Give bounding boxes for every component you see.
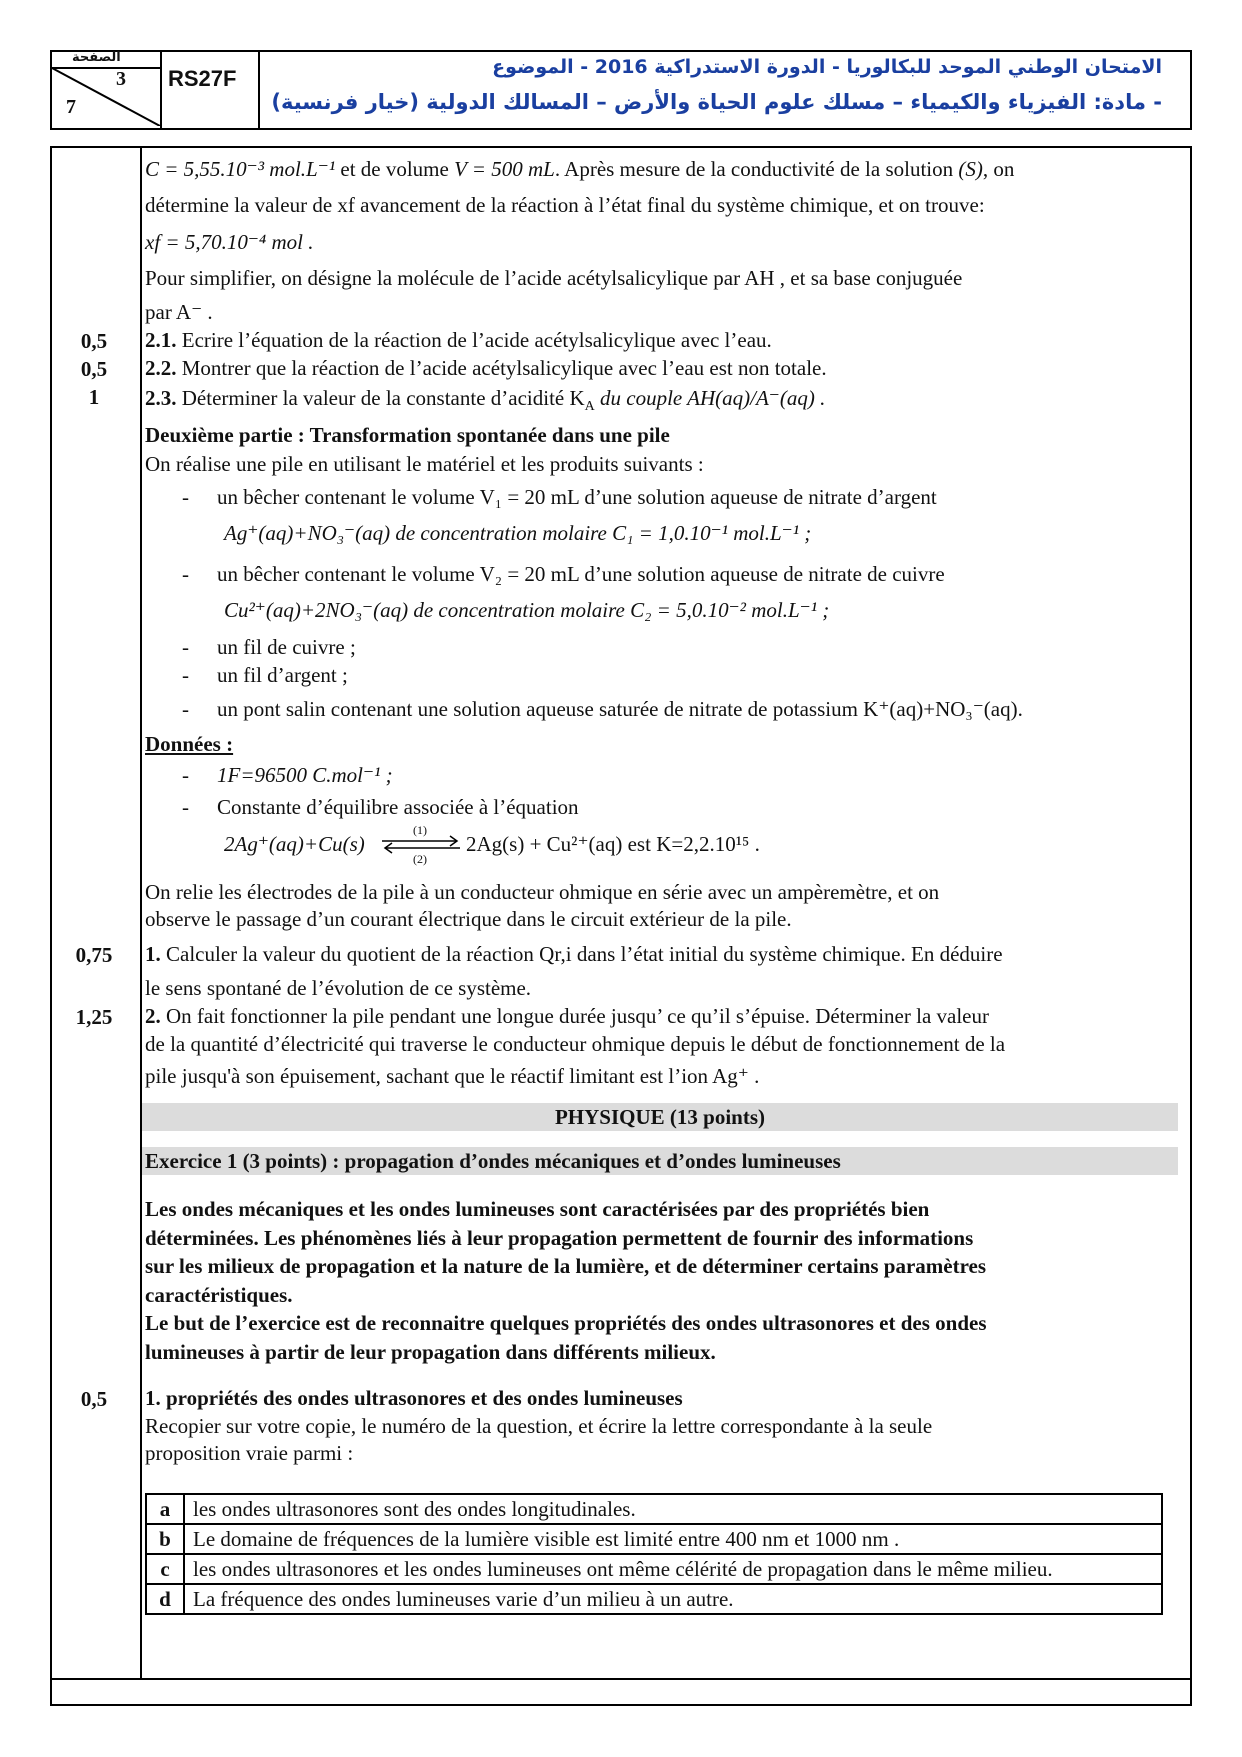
data-faraday: 1F=96500 C.mol⁻¹ ;	[217, 763, 393, 787]
material-item-5: un pont salin contenant une solution aqueuse saturée de nitrate de potassium K⁺(aq)+NO₃⁻(aq).	[217, 697, 1023, 721]
intro-line-5: par A⁻ .	[145, 300, 213, 324]
page-total: 7	[66, 96, 76, 118]
pile-question-2-cont: de la quantité d’électricité qui traverse le conducteur ohmique depuis le début de fonctionnement de la	[145, 1032, 1006, 1056]
choice-row	[146, 1554, 1162, 1584]
choice-text: La fréquence des ondes lumineuses varie d’un milieu à un autre.	[184, 1584, 1162, 1614]
intro-line-1: C = 5,55.10⁻³ mol.L⁻¹ et de volume V = 500 mL. Après mesure de la conductivité de la solution (S), on	[145, 157, 1015, 181]
physics-heading: PHYSIQUE (13 points)	[554, 1105, 766, 1129]
page-label: الصفحة	[72, 50, 121, 65]
question-2-2: 2.2. Montrer que la réaction de l’acide acétylsalicylique avec l’eau est non totale.	[145, 356, 827, 380]
points-q23: 1	[88, 385, 100, 409]
exercise-goal-line: Le but de l’exercice est de reconnaitre quelques propriétés des ondes ultrasonores et des ondes	[145, 1311, 987, 1335]
bullet-dash: -	[182, 763, 189, 787]
pile-question-1-cont: le sens spontané de l’évolution de ce système.	[145, 976, 532, 1000]
exam-title: الامتحان الوطني الموحد للبكالوريا - الدورة الاستدراكية 2016 - الموضوع	[492, 56, 1162, 78]
choice-row	[146, 1524, 1162, 1554]
circuit-line-1: On relie les électrodes de la pile à un conducteur ohmique en série avec un ampèremètre, et on	[145, 880, 940, 904]
bottom-rule	[52, 1678, 1190, 1680]
points-pile-q1: 0,75	[75, 943, 113, 967]
material-item-3: un fil de cuivre ;	[217, 635, 356, 659]
part2-title: Deuxième partie : Transformation spontanée dans une pile	[145, 423, 670, 447]
intro-line-2: détermine la valeur de xf avancement de la réaction à l’état final du système chimique, et on trouve:	[145, 193, 985, 217]
page-current: 3	[116, 68, 126, 90]
arrow-label-1: (1)	[413, 823, 427, 837]
exam-subject: - مادة: الفيزياء والكيمياء – مسلك علوم الحياة والأرض – المسالك الدولية (خيار فرنسية)	[271, 90, 1162, 114]
bullet-dash: -	[182, 663, 189, 687]
pile-question-2: 2. On fait fonctionner la pile pendant une longue durée jusqu’ ce qu’il s’épuise. Déterminer la valeur	[145, 1004, 989, 1028]
points-ex1-q1: 0,5	[80, 1387, 108, 1411]
ex1-question-1-title: 1. propriétés des ondes ultrasonores et des ondes lumineuses	[145, 1386, 683, 1410]
choice-text: les ondes ultrasonores sont des ondes longitudinales.	[184, 1494, 1162, 1524]
exercise-intro-line: sur les milieux de propagation et la nature de la lumière, et de déterminer certains paramètres	[145, 1254, 987, 1278]
choice-key: d	[146, 1584, 184, 1614]
choice-text: les ondes ultrasonores et les ondes lumineuses ont même célérité de propagation dans le même milieu.	[184, 1554, 1162, 1584]
exercise-1-title: Exercice 1 (3 points) : propagation d’ondes mécaniques et d’ondes lumineuses	[145, 1149, 841, 1173]
pile-question-2-cont: pile jusqu'à son épuisement, sachant que le réactif limitant est l’ion Ag⁺ .	[145, 1064, 760, 1088]
intro-line-4: Pour simplifier, on désigne la molécule de l’acide acétylsalicylique par AH , et sa base conjuguée	[145, 266, 963, 290]
circuit-line-2: observe le passage d’un courant électrique dans le circuit extérieur de la pile.	[145, 907, 792, 931]
intro-line-3: xf = 5,70.10⁻⁴ mol .	[145, 230, 314, 254]
ex1-instruction: Recopier sur votre copie, le numéro de la question, et écrire la lettre correspondante à la seule	[145, 1414, 933, 1438]
question-2-1: 2.1. Ecrire l’équation de la réaction de l’acide acétylsalicylique avec l’eau.	[145, 328, 772, 352]
points-q22: 0,5	[80, 357, 108, 381]
material-item-1-formula: Ag⁺(aq)+NO₃⁻(aq) de concentration molaire C₁ = 1,0.10⁻¹ mol.L⁻¹ ;	[224, 521, 812, 545]
exercise-goal-line: lumineuses à partir de leur propagation dans différents milieux.	[145, 1340, 716, 1364]
question-2-3: 2.3. Déterminer la valeur de la constante d’acidité $K_A$ du couple AH(aq)/A⁻(aq) .	[145, 386, 826, 415]
choice-row	[146, 1584, 1162, 1614]
material-item-2-formula: Cu²⁺(aq)+2NO₃⁻(aq) de concentration molaire C₂ = 5,0.10⁻² mol.L⁻¹ ;	[224, 598, 830, 622]
bullet-dash: -	[182, 635, 189, 659]
part2-intro: On réalise une pile en utilisant le matériel et les produits suivants :	[145, 452, 704, 476]
exercise-intro-line: caractéristiques.	[145, 1283, 293, 1307]
equation-left: 2Ag⁺(aq)+Cu(s)	[224, 832, 365, 856]
choice-row	[146, 1494, 1162, 1524]
choice-key: b	[146, 1524, 184, 1554]
exam-header	[50, 50, 1192, 130]
bullet-dash: -	[182, 795, 189, 819]
choice-text: Le domaine de fréquences de la lumière visible est limité entre 400 nm et 1000 nm .	[184, 1524, 1162, 1554]
exercise-intro-line: déterminées. Les phénomènes liés à leur propagation permettent de fournir des informations	[145, 1226, 974, 1250]
material-item-4: un fil d’argent ;	[217, 663, 348, 687]
page-number-box	[52, 52, 162, 128]
pile-question-1: 1. Calculer la valeur du quotient de la réaction Qr,i dans l’état initial du système chimique. En déduire	[145, 942, 1003, 966]
bullet-dash: -	[182, 485, 189, 509]
points-pile-q2: 1,25	[75, 1005, 113, 1029]
choices-table	[145, 1493, 1163, 1615]
equation-right: 2Ag(s) + Cu²⁺(aq) est K=2,2.10¹⁵ .	[466, 832, 760, 856]
points-q21: 0,5	[80, 329, 108, 353]
bullet-dash: -	[182, 697, 189, 721]
ex1-instruction-cont: proposition vraie parmi :	[145, 1441, 354, 1465]
exercise-intro-line: Les ondes mécaniques et les ondes lumineuses sont caractérisées par des propriétés bien	[145, 1197, 930, 1221]
material-item-2: un bêcher contenant le volume V₂ = 20 mL d’une solution aqueuse de nitrate de cuivre	[217, 562, 945, 586]
arrow-label-2: (2)	[413, 852, 427, 866]
material-item-1: un bêcher contenant le volume V₁ = 20 mL d’une solution aqueuse de nitrate d’argent	[217, 485, 937, 509]
choice-key: a	[146, 1494, 184, 1524]
choice-key: c	[146, 1554, 184, 1584]
data-equilibrium: Constante d’équilibre associée à l’équation	[217, 795, 579, 819]
data-title: Données :	[145, 732, 234, 756]
exam-code: RS27F	[162, 52, 260, 128]
bullet-dash: -	[182, 562, 189, 586]
